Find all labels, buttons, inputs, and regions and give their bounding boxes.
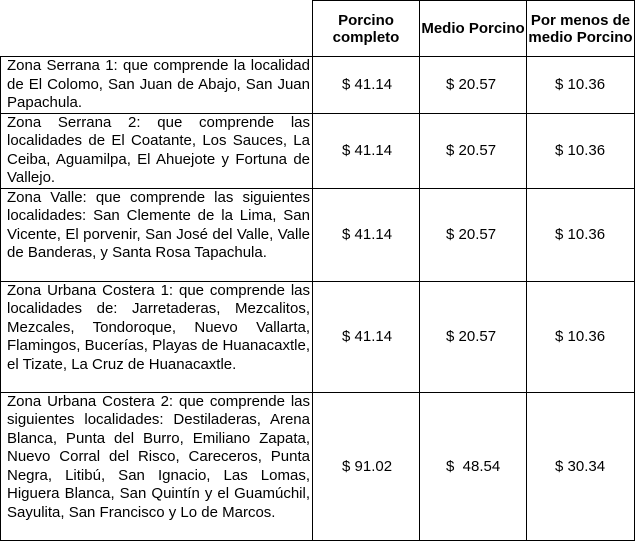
price-porcino-completo xyxy=(313,113,420,188)
zone-cell: Zona Serrana 2: que comprende las localidades de El Coatante, Los Sauces, La Ceiba, Aguamilpa, El Ahuejote y Fortuna de Vallejo. xyxy=(1,113,313,188)
price-value: $ 20.57 xyxy=(446,328,497,345)
zone-cell: Zona Urbana Costera 2: que comprende las siguientes localidades: Destiladeras, Arena Blanca, Punta del Burro, Emiliano Zapata, Nuevo Corral del Risco, Careceros, Punta Negra, Litibú, San Ignacio, Las Lomas, Higuera Blanca, San Quintín y el Guamúchil, Sayulita, San Francisco y Lo de Marcos. xyxy=(1,392,313,540)
header-menos-medio-porcino xyxy=(527,1,635,57)
price-porcino-completo xyxy=(313,392,420,540)
price-medio-porcino xyxy=(420,281,527,392)
price-value: $ 10.36 xyxy=(555,76,606,94)
price-medio-porcino xyxy=(420,188,527,281)
table-row xyxy=(1,113,635,188)
header-porcino-completo xyxy=(313,1,420,57)
table-row xyxy=(1,281,635,392)
price-value: $ 20.57 xyxy=(446,142,497,159)
price-value: $ 41.14 xyxy=(342,328,393,345)
price-value: $ 10.36 xyxy=(555,328,606,345)
price-menos-medio-porcino xyxy=(527,188,635,281)
price-value: $ 41.14 xyxy=(342,76,393,94)
header-row xyxy=(1,1,635,57)
header-menos-medio-porcino-label: Por menos de medio Porcino xyxy=(528,11,633,46)
price-menos-medio-porcino xyxy=(527,392,635,540)
price-value: $ 20.57 xyxy=(446,76,497,94)
price-menos-medio-porcino xyxy=(527,281,635,392)
zone-cell: Zona Urbana Costera 1: que comprende las localidades de: Jarretaderas, Mezcalitos, Mezcales, Tondoroque, Nuevo Vallarta, Flamingos, Bucerías, Playas de Huanacaxtle, el Tizate, La Cruz de Huanacaxtle. xyxy=(1,281,313,392)
table-row xyxy=(1,188,635,281)
price-value: $ 30.34 xyxy=(555,457,606,475)
header-porcino-completo-label: Porcino completo xyxy=(332,11,400,46)
price-medio-porcino xyxy=(420,392,527,540)
price-porcino-completo xyxy=(313,57,420,114)
zone-cell: Zona Valle: que comprende las siguientes localidades: San Clemente de la Lima, San Vicente, El porvenir, San José del Valle, Valle de Banderas, y Santa Rosa Tapachula. xyxy=(1,188,313,281)
price-menos-medio-porcino xyxy=(527,57,635,114)
price-value: $ 48.54 xyxy=(446,457,501,475)
price-value: $ 41.14 xyxy=(342,226,393,243)
header-medio-porcino xyxy=(420,1,527,57)
price-medio-porcino xyxy=(420,57,527,114)
header-blank-cell xyxy=(1,1,313,57)
price-value: $ 10.36 xyxy=(555,226,606,243)
zone-cell: Zona Serrana 1: que comprende la localidad de El Colomo, San Juan de Abajo, San Juan Papachula. xyxy=(1,57,313,114)
price-medio-porcino xyxy=(420,113,527,188)
price-value: $ 10.36 xyxy=(555,142,606,159)
header-medio-porcino-label: Medio Porcino xyxy=(421,20,525,37)
table-row xyxy=(1,57,635,114)
price-value: $ 20.57 xyxy=(446,226,497,243)
price-value: $ 41.14 xyxy=(342,142,393,159)
price-porcino-completo xyxy=(313,188,420,281)
price-menos-medio-porcino xyxy=(527,113,635,188)
price-value: $ 91.02 xyxy=(342,457,393,475)
table-row xyxy=(1,392,635,540)
price-porcino-completo xyxy=(313,281,420,392)
